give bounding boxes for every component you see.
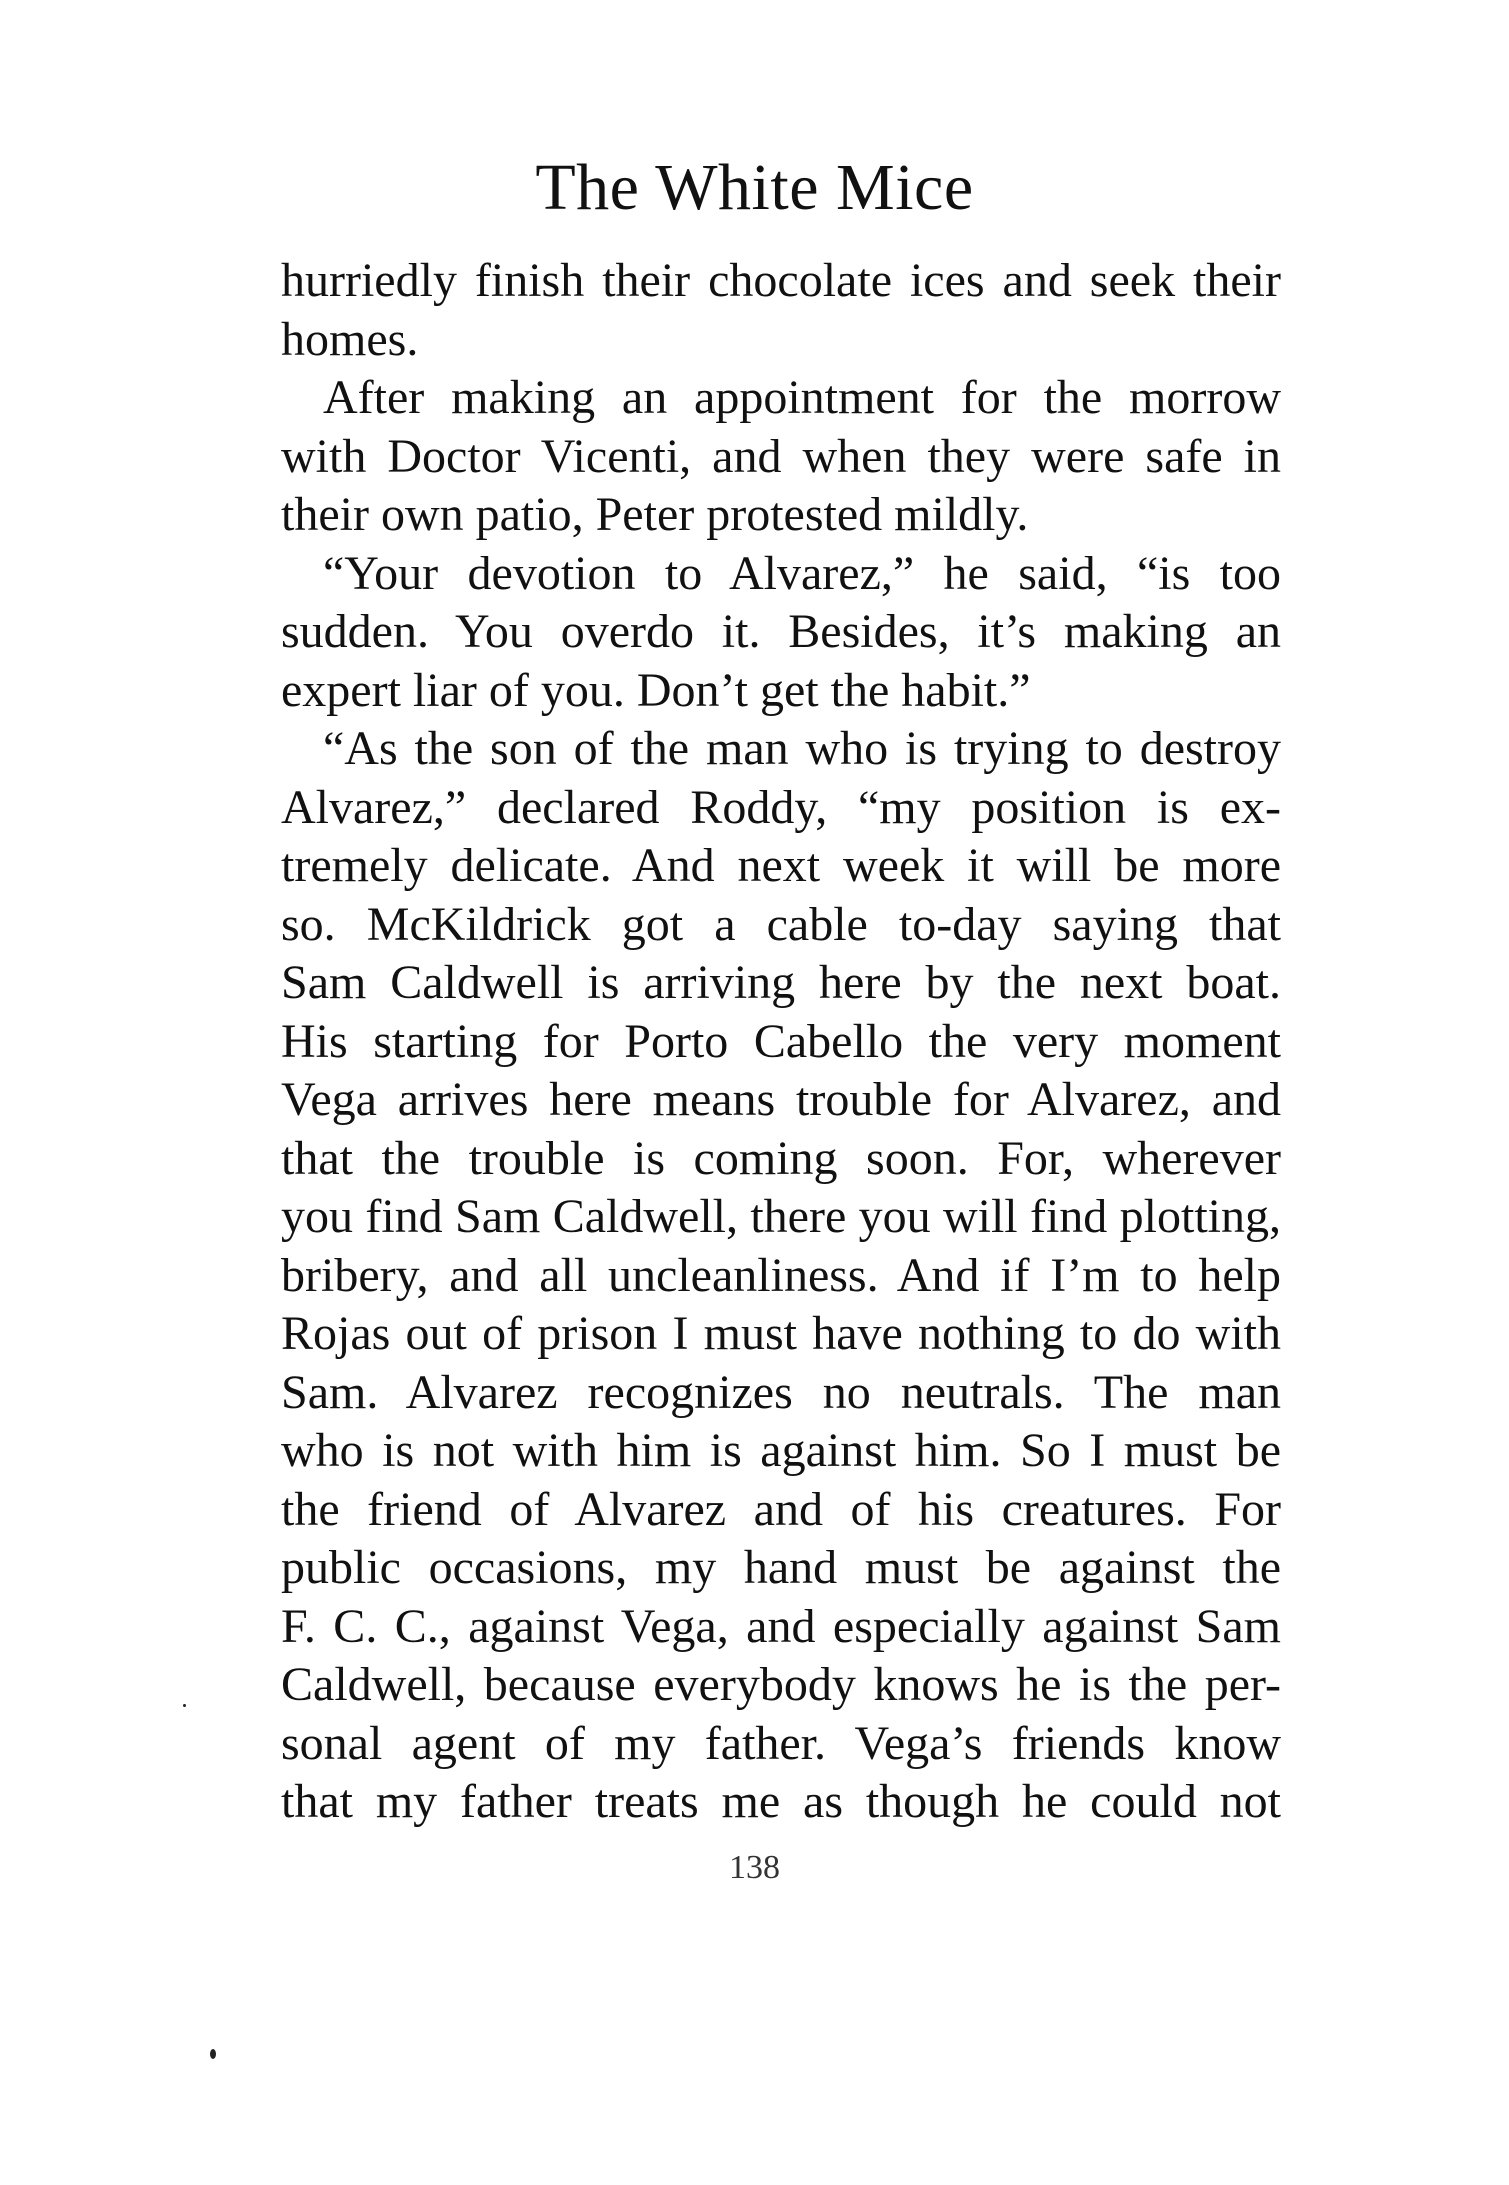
text-line: tremely delicate. And next week it will be more (281, 839, 1281, 892)
text-line: sudden. You overdo it. Besides, it’s making an (281, 605, 1281, 658)
text-line: expert liar of you. Don’t get the habit.” (281, 663, 1031, 717)
text-line: “Your devotion to Alvarez,” he said, “is too (323, 546, 1281, 600)
text-line: Alvarez,” declared Roddy, “my position is ex- (281, 780, 1281, 834)
text-line: Vega arrives here means trouble for Alvarez, and (281, 1073, 1281, 1126)
body-text (281, 252, 1281, 1832)
text-line: with Doctor Vicenti, and when they were safe in (281, 429, 1281, 483)
text-line: “As the son of the man who is trying to destroy (323, 722, 1281, 775)
text-line: Rojas out of prison I must have nothing to do with (281, 1307, 1281, 1360)
page-number: 138 (729, 1849, 780, 1886)
text-line: After making an appointment for the morrow (323, 371, 1281, 424)
text-line: who is not with him is against him. So I must be (281, 1424, 1281, 1477)
text-line: homes. (281, 312, 419, 366)
text-line: F. C. C., against Vega, and especially against Sam (281, 1599, 1281, 1653)
text-line: His starting for Porto Cabello the very moment (281, 1014, 1281, 1068)
text-line: their own patio, Peter protested mildly. (281, 488, 1029, 541)
scan-speck (210, 2049, 216, 2059)
text-line: Caldwell, because everybody knows he is the per- (281, 1658, 1281, 1711)
text-line: Sam. Alvarez recognizes no neutrals. The man (281, 1365, 1281, 1419)
text-line: that my father treats me as though he could not (281, 1775, 1281, 1828)
text-line: the friend of Alvarez and of his creatures. For (281, 1482, 1281, 1536)
text-line: you find Sam Caldwell, there you will find plotting, (281, 1190, 1281, 1243)
text-line: Sam Caldwell is arriving here by the next boat. (281, 956, 1281, 1009)
text-line: sonal agent of my father. Vega’s friends know (281, 1716, 1281, 1770)
text-line: that the trouble is coming soon. For, wherever (281, 1131, 1281, 1185)
text-line: bribery, and all uncleanliness. And if I’m to help (281, 1248, 1281, 1302)
text-line: public occasions, my hand must be against the (281, 1541, 1281, 1594)
text-line: so. McKildrick got a cable to-day saying that (281, 897, 1281, 951)
scan-speck (183, 1704, 186, 1707)
page-title: The White Mice (535, 151, 974, 224)
text-line: hurriedly finish their chocolate ices and seek their (281, 254, 1281, 307)
